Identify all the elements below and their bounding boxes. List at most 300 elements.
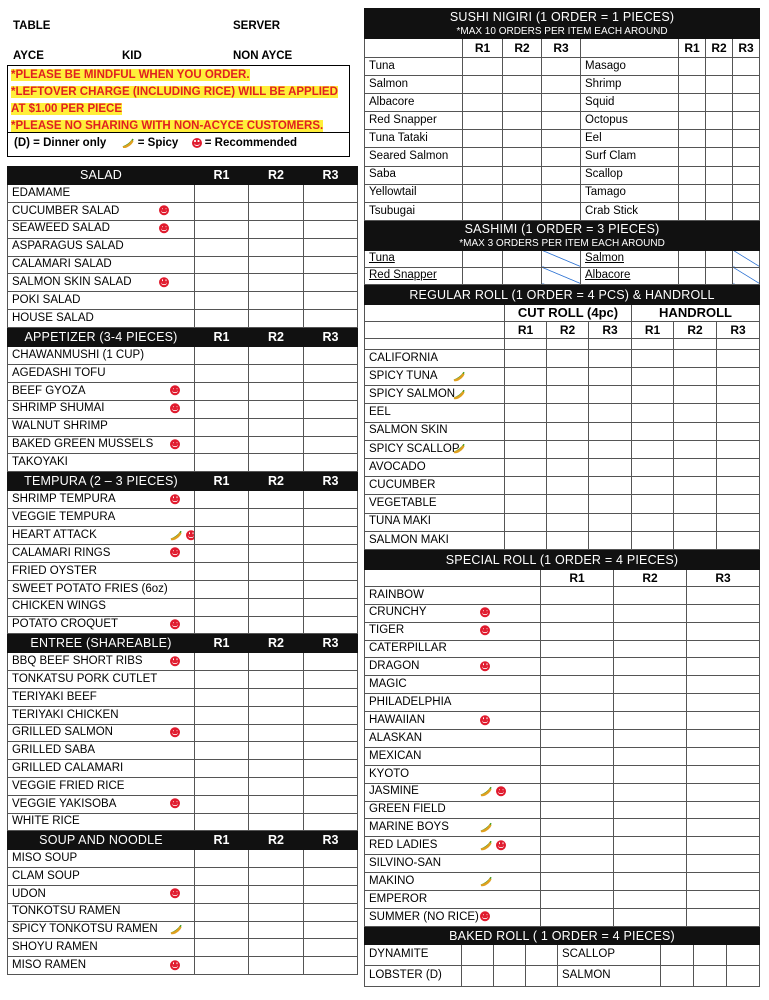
order-qty-cell[interactable] — [304, 813, 358, 831]
order-qty-cell[interactable] — [526, 965, 558, 986]
order-qty-cell[interactable] — [542, 148, 581, 166]
order-qty-cell[interactable] — [542, 202, 581, 220]
order-qty-cell[interactable] — [679, 58, 706, 76]
order-qty-cell[interactable] — [547, 440, 589, 458]
order-qty-cell[interactable] — [195, 850, 249, 868]
order-qty-cell[interactable] — [706, 58, 733, 76]
order-qty-cell[interactable] — [687, 801, 760, 819]
order-qty-cell[interactable] — [304, 760, 358, 778]
order-qty-cell[interactable] — [195, 185, 249, 203]
order-qty-cell[interactable] — [249, 292, 304, 310]
order-qty-cell[interactable] — [717, 404, 760, 422]
order-qty-cell[interactable] — [541, 855, 614, 873]
order-qty-cell[interactable] — [679, 202, 706, 220]
order-qty-cell[interactable] — [706, 166, 733, 184]
order-qty-cell[interactable] — [249, 813, 304, 831]
order-qty-cell[interactable] — [733, 202, 760, 220]
order-qty-cell[interactable] — [541, 747, 614, 765]
order-qty-cell[interactable] — [687, 819, 760, 837]
order-qty-cell[interactable] — [614, 604, 687, 622]
order-qty-cell[interactable] — [674, 386, 717, 404]
order-qty-cell[interactable] — [503, 202, 542, 220]
order-qty-cell[interactable] — [632, 368, 674, 386]
order-qty-cell[interactable] — [687, 855, 760, 873]
order-qty-cell[interactable] — [589, 440, 632, 458]
order-qty-cell[interactable] — [195, 653, 249, 671]
order-qty-cell[interactable] — [249, 365, 304, 383]
order-qty-cell[interactable] — [195, 365, 249, 383]
order-qty-cell[interactable] — [717, 531, 760, 549]
order-qty-cell[interactable] — [706, 76, 733, 94]
order-qty-cell[interactable] — [632, 440, 674, 458]
order-qty-cell[interactable] — [614, 640, 687, 658]
order-qty-cell[interactable] — [687, 873, 760, 891]
order-qty-cell[interactable] — [503, 166, 542, 184]
order-qty-cell[interactable] — [195, 347, 249, 365]
order-qty-cell[interactable] — [733, 112, 760, 130]
order-qty-cell[interactable] — [687, 908, 760, 926]
order-qty-cell[interactable] — [505, 458, 547, 476]
order-qty-cell[interactable] — [195, 760, 249, 778]
order-qty-cell[interactable] — [249, 274, 304, 292]
order-qty-cell[interactable] — [717, 513, 760, 531]
order-qty-cell[interactable] — [249, 491, 304, 509]
order-qty-cell[interactable] — [195, 527, 249, 545]
order-qty-cell[interactable] — [249, 509, 304, 527]
order-qty-cell[interactable] — [717, 386, 760, 404]
order-qty-cell[interactable] — [687, 712, 760, 730]
order-qty-cell[interactable] — [463, 148, 503, 166]
order-qty-cell[interactable] — [679, 166, 706, 184]
order-qty-cell[interactable] — [733, 184, 760, 202]
order-qty-cell[interactable] — [733, 166, 760, 184]
order-qty-cell[interactable] — [542, 166, 581, 184]
order-qty-cell[interactable] — [463, 130, 503, 148]
order-qty-cell[interactable] — [717, 422, 760, 440]
order-qty-cell[interactable] — [679, 130, 706, 148]
order-qty-cell[interactable] — [614, 801, 687, 819]
order-qty-cell[interactable] — [304, 238, 358, 256]
order-qty-cell[interactable] — [249, 382, 304, 400]
order-qty-cell[interactable] — [541, 837, 614, 855]
order-qty-cell[interactable] — [614, 676, 687, 694]
order-qty-cell[interactable] — [547, 477, 589, 495]
order-qty-cell[interactable] — [505, 513, 547, 531]
order-qty-cell[interactable] — [249, 527, 304, 545]
order-qty-cell[interactable] — [717, 440, 760, 458]
order-qty-cell[interactable] — [304, 365, 358, 383]
order-qty-cell[interactable] — [674, 440, 717, 458]
order-qty-cell[interactable] — [542, 94, 581, 112]
order-qty-cell[interactable] — [249, 185, 304, 203]
order-qty-cell[interactable] — [614, 837, 687, 855]
order-qty-cell[interactable] — [542, 250, 581, 267]
order-qty-cell[interactable] — [674, 531, 717, 549]
order-qty-cell[interactable] — [541, 586, 614, 604]
order-qty-cell[interactable] — [195, 957, 249, 975]
order-qty-cell[interactable] — [706, 148, 733, 166]
order-qty-cell[interactable] — [589, 404, 632, 422]
order-qty-cell[interactable] — [195, 921, 249, 939]
order-qty-cell[interactable] — [687, 783, 760, 801]
order-qty-cell[interactable] — [717, 477, 760, 495]
order-qty-cell[interactable] — [614, 730, 687, 748]
order-qty-cell[interactable] — [249, 689, 304, 707]
order-qty-cell[interactable] — [195, 418, 249, 436]
order-qty-cell[interactable] — [541, 658, 614, 676]
order-qty-cell[interactable] — [614, 694, 687, 712]
order-qty-cell[interactable] — [304, 724, 358, 742]
order-qty-cell[interactable] — [249, 545, 304, 563]
order-qty-cell[interactable] — [304, 742, 358, 760]
order-qty-cell[interactable] — [463, 267, 503, 284]
order-qty-cell[interactable] — [614, 908, 687, 926]
order-qty-cell[interactable] — [632, 404, 674, 422]
order-qty-cell[interactable] — [304, 220, 358, 238]
order-qty-cell[interactable] — [541, 783, 614, 801]
order-qty-cell[interactable] — [706, 130, 733, 148]
order-qty-cell[interactable] — [541, 730, 614, 748]
order-qty-cell[interactable] — [674, 349, 717, 367]
order-qty-cell[interactable] — [249, 939, 304, 957]
order-qty-cell[interactable] — [547, 349, 589, 367]
order-qty-cell[interactable] — [304, 706, 358, 724]
order-qty-cell[interactable] — [304, 491, 358, 509]
order-qty-cell[interactable] — [195, 256, 249, 274]
order-qty-cell[interactable] — [304, 653, 358, 671]
order-qty-cell[interactable] — [195, 454, 249, 472]
order-qty-cell[interactable] — [632, 531, 674, 549]
order-qty-cell[interactable] — [304, 957, 358, 975]
order-qty-cell[interactable] — [195, 813, 249, 831]
order-qty-cell[interactable] — [547, 458, 589, 476]
order-qty-cell[interactable] — [674, 458, 717, 476]
order-qty-cell[interactable] — [249, 436, 304, 454]
order-qty-cell[interactable] — [304, 886, 358, 904]
order-qty-cell[interactable] — [505, 440, 547, 458]
order-qty-cell[interactable] — [195, 939, 249, 957]
order-qty-cell[interactable] — [632, 477, 674, 495]
order-qty-cell[interactable] — [694, 944, 727, 965]
order-qty-cell[interactable] — [195, 202, 249, 220]
order-qty-cell[interactable] — [614, 855, 687, 873]
order-qty-cell[interactable] — [547, 513, 589, 531]
order-qty-cell[interactable] — [679, 148, 706, 166]
order-qty-cell[interactable] — [304, 598, 358, 616]
order-qty-cell[interactable] — [304, 185, 358, 203]
order-qty-cell[interactable] — [614, 765, 687, 783]
order-qty-cell[interactable] — [249, 850, 304, 868]
order-qty-cell[interactable] — [249, 562, 304, 580]
order-qty-cell[interactable] — [462, 944, 494, 965]
order-qty-cell[interactable] — [462, 965, 494, 986]
order-qty-cell[interactable] — [304, 689, 358, 707]
order-qty-cell[interactable] — [494, 944, 526, 965]
order-qty-cell[interactable] — [706, 112, 733, 130]
order-qty-cell[interactable] — [195, 886, 249, 904]
order-qty-cell[interactable] — [614, 747, 687, 765]
order-qty-cell[interactable] — [679, 184, 706, 202]
order-qty-cell[interactable] — [505, 495, 547, 513]
order-qty-cell[interactable] — [614, 891, 687, 909]
order-qty-cell[interactable] — [679, 76, 706, 94]
order-qty-cell[interactable] — [249, 886, 304, 904]
order-qty-cell[interactable] — [195, 545, 249, 563]
order-qty-cell[interactable] — [717, 349, 760, 367]
order-qty-cell[interactable] — [503, 94, 542, 112]
order-qty-cell[interactable] — [541, 819, 614, 837]
order-qty-cell[interactable] — [733, 130, 760, 148]
order-qty-cell[interactable] — [304, 527, 358, 545]
order-qty-cell[interactable] — [717, 458, 760, 476]
order-qty-cell[interactable] — [304, 292, 358, 310]
order-qty-cell[interactable] — [706, 184, 733, 202]
order-qty-cell[interactable] — [614, 783, 687, 801]
order-qty-cell[interactable] — [733, 267, 760, 284]
order-qty-cell[interactable] — [304, 939, 358, 957]
order-qty-cell[interactable] — [505, 349, 547, 367]
order-qty-cell[interactable] — [589, 368, 632, 386]
order-qty-cell[interactable] — [304, 562, 358, 580]
order-qty-cell[interactable] — [541, 712, 614, 730]
order-qty-cell[interactable] — [505, 531, 547, 549]
order-qty-cell[interactable] — [304, 454, 358, 472]
order-qty-cell[interactable] — [249, 580, 304, 598]
order-qty-cell[interactable] — [249, 418, 304, 436]
order-qty-cell[interactable] — [706, 267, 733, 284]
order-qty-cell[interactable] — [463, 94, 503, 112]
order-qty-cell[interactable] — [589, 531, 632, 549]
order-qty-cell[interactable] — [249, 868, 304, 886]
order-qty-cell[interactable] — [674, 495, 717, 513]
order-qty-cell[interactable] — [249, 706, 304, 724]
order-qty-cell[interactable] — [195, 562, 249, 580]
order-qty-cell[interactable] — [249, 724, 304, 742]
order-qty-cell[interactable] — [304, 382, 358, 400]
order-qty-cell[interactable] — [687, 891, 760, 909]
order-qty-cell[interactable] — [542, 112, 581, 130]
order-qty-cell[interactable] — [733, 58, 760, 76]
order-qty-cell[interactable] — [304, 778, 358, 796]
order-qty-cell[interactable] — [249, 903, 304, 921]
order-qty-cell[interactable] — [249, 778, 304, 796]
order-qty-cell[interactable] — [304, 400, 358, 418]
order-qty-cell[interactable] — [503, 58, 542, 76]
order-qty-cell[interactable] — [687, 676, 760, 694]
order-qty-cell[interactable] — [526, 944, 558, 965]
order-qty-cell[interactable] — [614, 658, 687, 676]
order-qty-cell[interactable] — [304, 795, 358, 813]
order-qty-cell[interactable] — [687, 622, 760, 640]
order-qty-cell[interactable] — [687, 747, 760, 765]
order-qty-cell[interactable] — [494, 965, 526, 986]
order-qty-cell[interactable] — [694, 965, 727, 986]
order-qty-cell[interactable] — [503, 250, 542, 267]
order-qty-cell[interactable] — [505, 404, 547, 422]
order-qty-cell[interactable] — [249, 957, 304, 975]
order-qty-cell[interactable] — [195, 382, 249, 400]
order-qty-cell[interactable] — [547, 422, 589, 440]
order-qty-cell[interactable] — [505, 386, 547, 404]
order-qty-cell[interactable] — [304, 850, 358, 868]
order-qty-cell[interactable] — [589, 422, 632, 440]
order-qty-cell[interactable] — [679, 112, 706, 130]
order-qty-cell[interactable] — [632, 422, 674, 440]
order-qty-cell[interactable] — [195, 868, 249, 886]
order-qty-cell[interactable] — [687, 837, 760, 855]
order-qty-cell[interactable] — [249, 598, 304, 616]
order-qty-cell[interactable] — [706, 94, 733, 112]
order-qty-cell[interactable] — [505, 368, 547, 386]
order-qty-cell[interactable] — [304, 868, 358, 886]
order-qty-cell[interactable] — [505, 422, 547, 440]
order-qty-cell[interactable] — [463, 58, 503, 76]
order-qty-cell[interactable] — [463, 184, 503, 202]
order-qty-cell[interactable] — [614, 712, 687, 730]
order-qty-cell[interactable] — [679, 250, 706, 267]
order-qty-cell[interactable] — [674, 477, 717, 495]
order-qty-cell[interactable] — [195, 436, 249, 454]
order-qty-cell[interactable] — [679, 94, 706, 112]
order-qty-cell[interactable] — [717, 495, 760, 513]
order-qty-cell[interactable] — [304, 347, 358, 365]
order-qty-cell[interactable] — [463, 202, 503, 220]
order-qty-cell[interactable] — [547, 531, 589, 549]
order-qty-cell[interactable] — [542, 267, 581, 284]
order-qty-cell[interactable] — [542, 58, 581, 76]
order-qty-cell[interactable] — [249, 742, 304, 760]
order-qty-cell[interactable] — [542, 76, 581, 94]
order-qty-cell[interactable] — [249, 921, 304, 939]
order-qty-cell[interactable] — [195, 400, 249, 418]
order-qty-cell[interactable] — [503, 184, 542, 202]
order-qty-cell[interactable] — [547, 386, 589, 404]
order-qty-cell[interactable] — [463, 76, 503, 94]
order-qty-cell[interactable] — [195, 238, 249, 256]
order-qty-cell[interactable] — [589, 495, 632, 513]
order-qty-cell[interactable] — [463, 112, 503, 130]
order-qty-cell[interactable] — [195, 742, 249, 760]
order-qty-cell[interactable] — [304, 903, 358, 921]
order-qty-cell[interactable] — [541, 891, 614, 909]
order-qty-cell[interactable] — [614, 819, 687, 837]
order-qty-cell[interactable] — [632, 349, 674, 367]
order-qty-cell[interactable] — [195, 903, 249, 921]
order-qty-cell[interactable] — [632, 495, 674, 513]
order-qty-cell[interactable] — [547, 368, 589, 386]
order-qty-cell[interactable] — [589, 349, 632, 367]
order-qty-cell[interactable] — [503, 148, 542, 166]
order-qty-cell[interactable] — [614, 622, 687, 640]
order-qty-cell[interactable] — [674, 513, 717, 531]
order-qty-cell[interactable] — [541, 622, 614, 640]
order-qty-cell[interactable] — [687, 586, 760, 604]
order-qty-cell[interactable] — [195, 795, 249, 813]
order-qty-cell[interactable] — [542, 130, 581, 148]
order-qty-cell[interactable] — [687, 765, 760, 783]
order-qty-cell[interactable] — [304, 580, 358, 598]
order-qty-cell[interactable] — [541, 908, 614, 926]
order-qty-cell[interactable] — [249, 454, 304, 472]
order-qty-cell[interactable] — [249, 238, 304, 256]
order-qty-cell[interactable] — [304, 310, 358, 328]
order-qty-cell[interactable] — [463, 250, 503, 267]
order-qty-cell[interactable] — [195, 509, 249, 527]
order-qty-cell[interactable] — [304, 921, 358, 939]
order-qty-cell[interactable] — [195, 671, 249, 689]
order-qty-cell[interactable] — [195, 310, 249, 328]
order-qty-cell[interactable] — [589, 386, 632, 404]
order-qty-cell[interactable] — [304, 274, 358, 292]
order-qty-cell[interactable] — [541, 694, 614, 712]
order-qty-cell[interactable] — [541, 604, 614, 622]
order-qty-cell[interactable] — [249, 220, 304, 238]
order-qty-cell[interactable] — [304, 616, 358, 634]
order-qty-cell[interactable] — [614, 586, 687, 604]
order-qty-cell[interactable] — [195, 220, 249, 238]
order-qty-cell[interactable] — [249, 653, 304, 671]
order-qty-cell[interactable] — [727, 944, 760, 965]
order-qty-cell[interactable] — [195, 689, 249, 707]
order-qty-cell[interactable] — [733, 148, 760, 166]
order-qty-cell[interactable] — [503, 130, 542, 148]
order-qty-cell[interactable] — [304, 256, 358, 274]
order-qty-cell[interactable] — [687, 658, 760, 676]
order-qty-cell[interactable] — [304, 509, 358, 527]
order-qty-cell[interactable] — [249, 310, 304, 328]
order-qty-cell[interactable] — [505, 477, 547, 495]
order-qty-cell[interactable] — [195, 616, 249, 634]
order-qty-cell[interactable] — [661, 965, 694, 986]
order-qty-cell[interactable] — [463, 166, 503, 184]
order-qty-cell[interactable] — [614, 873, 687, 891]
order-qty-cell[interactable] — [249, 400, 304, 418]
order-qty-cell[interactable] — [733, 76, 760, 94]
order-qty-cell[interactable] — [249, 760, 304, 778]
order-qty-cell[interactable] — [706, 250, 733, 267]
order-qty-cell[interactable] — [304, 671, 358, 689]
order-qty-cell[interactable] — [195, 491, 249, 509]
order-qty-cell[interactable] — [541, 873, 614, 891]
order-qty-cell[interactable] — [541, 801, 614, 819]
order-qty-cell[interactable] — [687, 640, 760, 658]
order-qty-cell[interactable] — [674, 422, 717, 440]
order-qty-cell[interactable] — [706, 202, 733, 220]
order-qty-cell[interactable] — [589, 513, 632, 531]
order-qty-cell[interactable] — [195, 778, 249, 796]
order-qty-cell[interactable] — [195, 274, 249, 292]
order-qty-cell[interactable] — [632, 458, 674, 476]
order-qty-cell[interactable] — [195, 580, 249, 598]
order-qty-cell[interactable] — [547, 495, 589, 513]
order-qty-cell[interactable] — [304, 436, 358, 454]
order-qty-cell[interactable] — [304, 418, 358, 436]
order-qty-cell[interactable] — [503, 267, 542, 284]
order-qty-cell[interactable] — [541, 765, 614, 783]
order-qty-cell[interactable] — [249, 795, 304, 813]
order-qty-cell[interactable] — [249, 256, 304, 274]
order-qty-cell[interactable] — [733, 94, 760, 112]
order-qty-cell[interactable] — [589, 458, 632, 476]
order-qty-cell[interactable] — [674, 368, 717, 386]
order-qty-cell[interactable] — [249, 616, 304, 634]
order-qty-cell[interactable] — [674, 404, 717, 422]
order-qty-cell[interactable] — [503, 76, 542, 94]
order-qty-cell[interactable] — [195, 706, 249, 724]
order-qty-cell[interactable] — [687, 730, 760, 748]
order-qty-cell[interactable] — [687, 604, 760, 622]
order-qty-cell[interactable] — [632, 386, 674, 404]
